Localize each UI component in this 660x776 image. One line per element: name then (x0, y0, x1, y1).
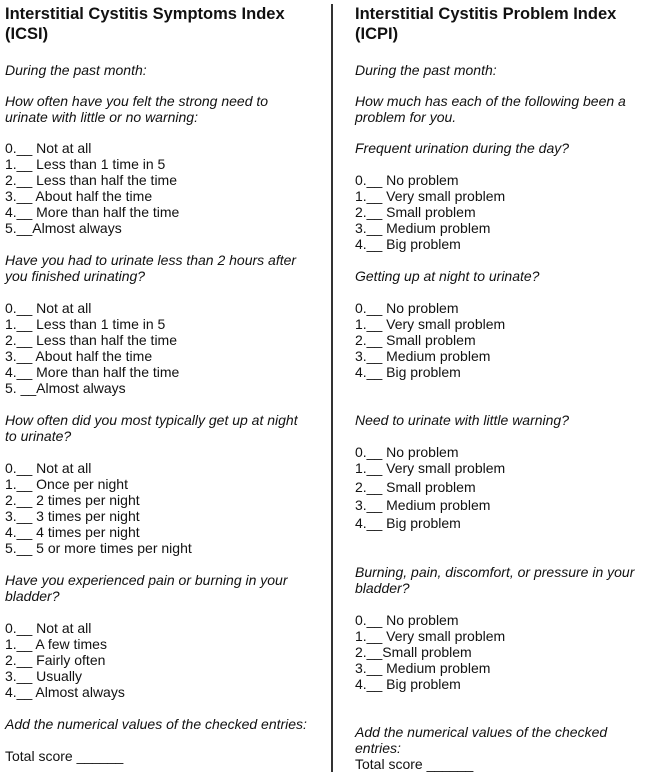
icsi-intro: During the past month: (5, 62, 147, 78)
icsi-title-line1: Interstitial Cystitis Symptoms Index (5, 5, 285, 23)
icpi-q4-opt1[interactable]: 1.__ Very small problem (355, 628, 506, 644)
icsi-q2-opt1[interactable]: 1.__ Less than 1 time in 5 (5, 316, 166, 332)
icsi-sum-instruction: Add the numerical values of the checked entries: (5, 716, 307, 732)
icsi-q3-opt0[interactable]: 0.__ Not at all (5, 460, 92, 476)
icsi-q1-opt5[interactable]: 5.__Almost always (5, 220, 122, 236)
icpi-q3-opt4[interactable]: 4.__ Big problem (355, 515, 461, 531)
icpi-intro: During the past month: (355, 62, 497, 78)
icsi-q2-opt2[interactable]: 2.__ Less than half the time (5, 332, 177, 348)
icpi-q2-opt4[interactable]: 4.__ Big problem (355, 364, 461, 380)
icsi-q1-opt0[interactable]: 0.__ Not at all (5, 140, 92, 156)
icsi-q3-opt3[interactable]: 3.__ 3 times per night (5, 508, 140, 524)
icsi-q4-opt1[interactable]: 1.__ A few times (5, 636, 107, 652)
icpi-q4-opt3[interactable]: 3.__ Medium problem (355, 660, 491, 676)
column-divider (331, 4, 333, 772)
icsi-q1-opt2[interactable]: 2.__ Less than half the time (5, 172, 177, 188)
icpi-q1-opt2[interactable]: 2.__ Small problem (355, 204, 476, 220)
icsi-q3-opt2[interactable]: 2.__ 2 times per night (5, 492, 140, 508)
icpi-q2-opt0[interactable]: 0.__ No problem (355, 300, 459, 316)
icsi-q1-text: How often have you felt the strong need to urinate with little or no warning: (5, 93, 269, 125)
icsi-q1-opt4[interactable]: 4.__ More than half the time (5, 204, 180, 220)
icpi-sum-instruction: Add the numerical values of the checked entries: (355, 724, 608, 756)
icpi-q2-opt2[interactable]: 2.__ Small problem (355, 332, 476, 348)
icpi-q3-opt0[interactable]: 0.__ No problem (355, 444, 459, 460)
icsi-q4-opt3[interactable]: 3.__ Usually (5, 668, 83, 684)
icsi-q1-opt3[interactable]: 3.__ About half the time (5, 188, 153, 204)
icpi-q3-text: Need to urinate with little warning? (355, 412, 570, 428)
icpi-q1-opt3[interactable]: 3.__ Medium problem (355, 220, 491, 236)
icpi-q4-text: Burning, pain, discomfort, or pressure in your bladder? (355, 564, 635, 596)
icpi-q2-opt3[interactable]: 3.__ Medium problem (355, 348, 491, 364)
icpi-q3-opt3[interactable]: 3.__ Medium problem (355, 497, 491, 513)
icpi-total-score[interactable]: Total score ______ (355, 756, 474, 772)
icsi-title-line2: (ICSI) (5, 25, 49, 43)
icpi-q2-opt1[interactable]: 1.__ Very small problem (355, 316, 506, 332)
icsi-q4-opt2[interactable]: 2.__ Fairly often (5, 652, 106, 668)
icsi-q3-opt5[interactable]: 5.__ 5 or more times per night (5, 540, 192, 556)
icsi-q3-opt1[interactable]: 1.__ Once per night (5, 476, 128, 492)
icpi-q4-opt2[interactable]: 2.__Small problem (355, 644, 472, 660)
icpi-q1-opt0[interactable]: 0.__ No problem (355, 172, 459, 188)
icsi-q3-text: How often did you most typically get up at night to urinate? (5, 412, 298, 444)
icsi-total-score[interactable]: Total score ______ (5, 748, 124, 764)
icpi-q4-opt4[interactable]: 4.__ Big problem (355, 676, 461, 692)
icpi-q2-text: Getting up at night to urinate? (355, 268, 540, 284)
icpi-title-line2: (ICPI) (355, 25, 399, 43)
icsi-q2-opt5[interactable]: 5. __Almost always (5, 380, 126, 396)
icsi-q4-opt0[interactable]: 0.__ Not at all (5, 620, 92, 636)
icsi-q1-opt1[interactable]: 1.__ Less than 1 time in 5 (5, 156, 166, 172)
icsi-q2-opt4[interactable]: 4.__ More than half the time (5, 364, 180, 380)
icpi-lead: How much has each of the following been a problem for you. (355, 93, 626, 125)
icsi-q2-opt0[interactable]: 0.__ Not at all (5, 300, 92, 316)
icpi-q1-opt4[interactable]: 4.__ Big problem (355, 236, 461, 252)
icsi-q4-opt4[interactable]: 4.__ Almost always (5, 684, 125, 700)
icpi-title-line1: Interstitial Cystitis Problem Index (355, 5, 617, 23)
icpi-q4-opt0[interactable]: 0.__ No problem (355, 612, 459, 628)
icsi-q4-text: Have you experienced pain or burning in your bladder? (5, 572, 288, 604)
icpi-q1-text: Frequent urination during the day? (355, 140, 570, 156)
icpi-q1-opt1[interactable]: 1.__ Very small problem (355, 188, 506, 204)
icsi-q2-opt3[interactable]: 3.__ About half the time (5, 348, 153, 364)
icsi-q3-opt4[interactable]: 4.__ 4 times per night (5, 524, 140, 540)
icpi-q3-opt1[interactable]: 1.__ Very small problem (355, 460, 506, 476)
icsi-q2-text: Have you had to urinate less than 2 hours after you finished urinating? (5, 252, 297, 284)
icpi-q3-opt2[interactable]: 2.__ Small problem (355, 479, 476, 495)
